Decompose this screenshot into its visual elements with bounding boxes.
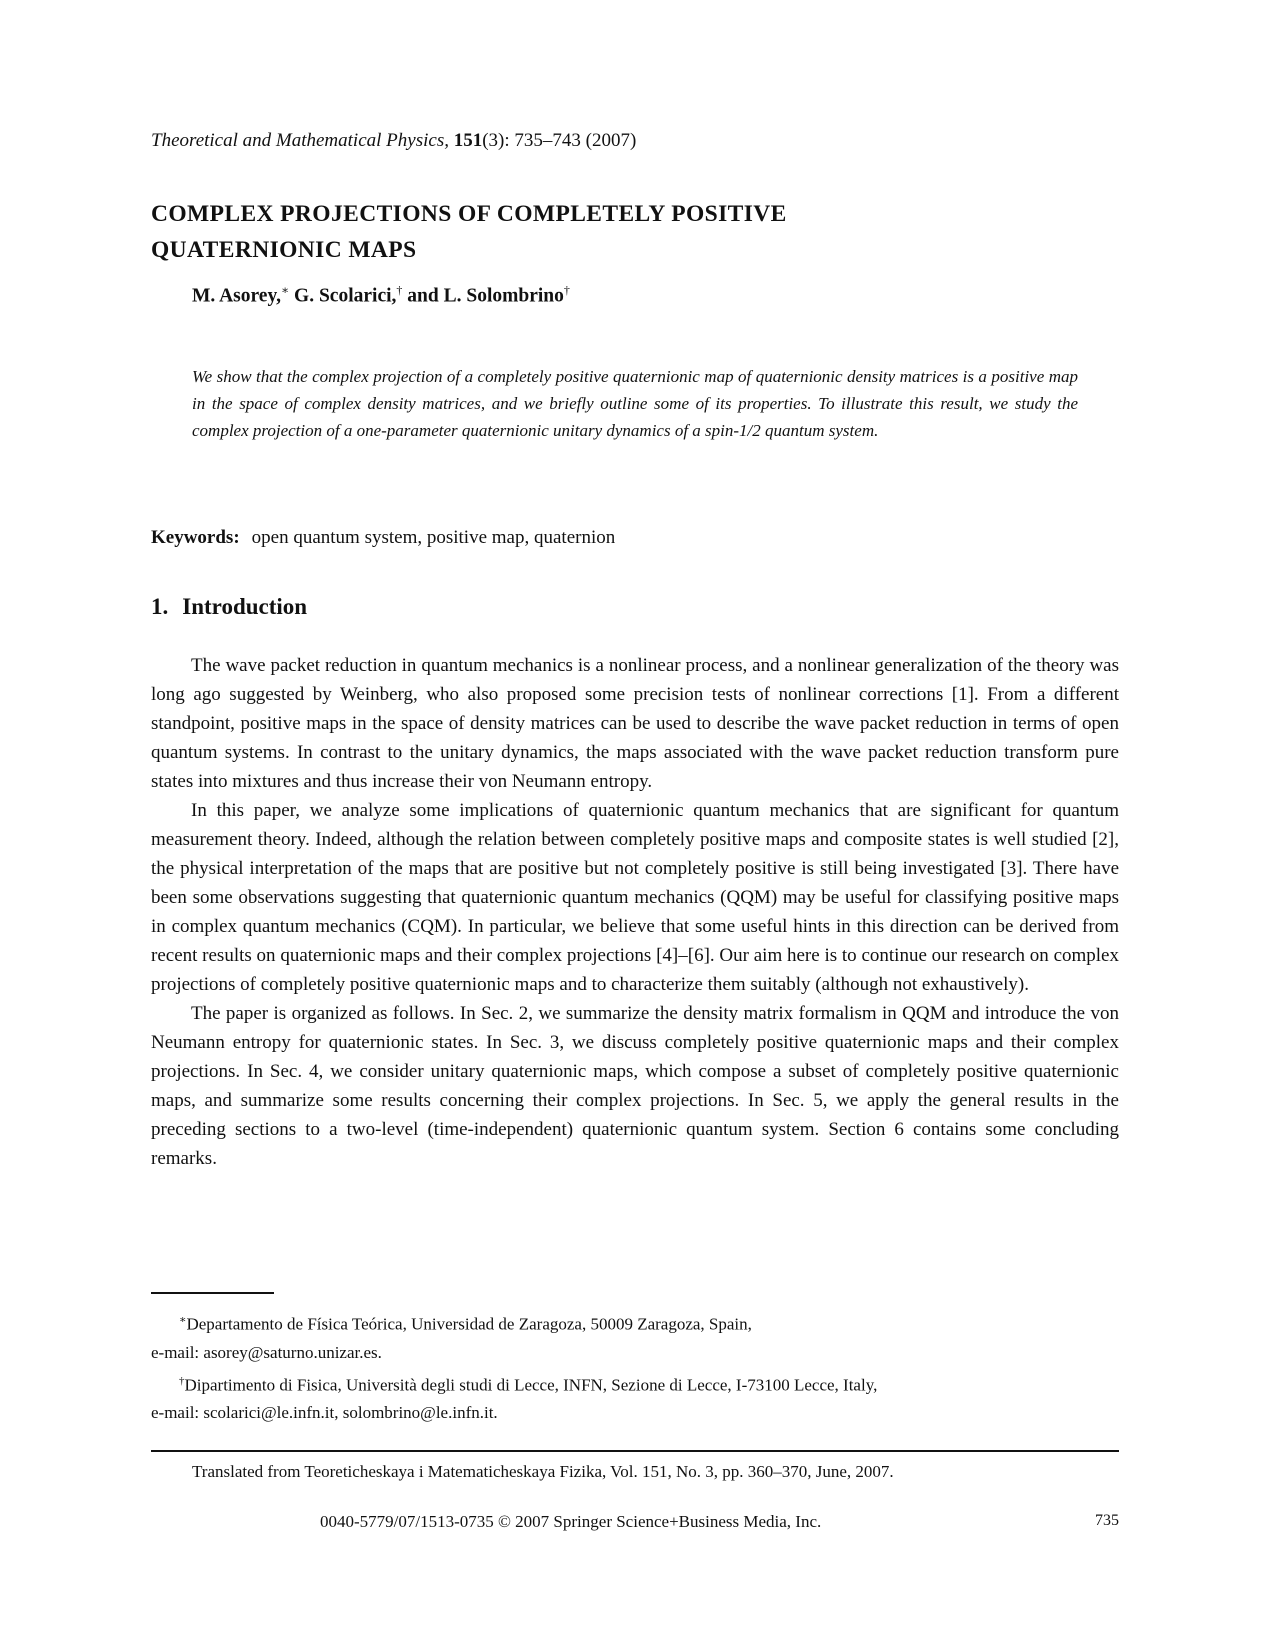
section-heading	[151, 594, 307, 620]
section-number: 1.	[151, 594, 169, 619]
paragraph: In this paper, we analyze some implications of quaternionic quantum mechanics that are significant for quantum measurement theory. Indeed, although the relation between completely positive maps and composite states is well studied [2], the physical interpretation of the maps that are positive but not completely positive is still being investigated [3]. There have been some observations suggesting that quaternionic quantum mechanics (QQM) may be useful for classifying positive maps in complex quantum mechanics (CQM). In particular, we believe that some useful hints in this direction can be derived from recent results on quaternionic maps and their complex projections [4]–[6]. Our aim here is to continue our research on complex projections of completely positive quaternionic maps and to characterize them suitably (although not exhaustively).	[151, 800, 1119, 995]
footnotes	[151, 1306, 1119, 1427]
title-line-2: QUATERNIONIC MAPS	[151, 237, 417, 263]
affiliation-mark-1: ∗	[281, 283, 290, 297]
affiliation-mark-3: †	[563, 283, 570, 297]
author-list	[192, 283, 570, 308]
paper-title	[151, 196, 1131, 268]
author-scolarici: G. Scolarici,	[289, 285, 397, 307]
footnote-mark: ∗	[179, 1314, 187, 1326]
keywords-value: open quantum system, positive map, quaternion	[251, 527, 616, 548]
keywords-label: Keywords:	[151, 527, 240, 548]
footnote-text: Departamento de Física Teórica, Universidad de Zaragoza, 50009 Zaragoza, Spain,	[186, 1314, 752, 1334]
affiliation-mark-2: †	[396, 283, 403, 297]
footnote-text: Dipartimento di Fisica, Università degli studi di Lecce, INFN, Sezione di Lecce, I-73100 Lecce, Italy,	[184, 1375, 878, 1395]
keywords	[151, 527, 615, 549]
section-body	[151, 651, 1119, 1173]
footnote	[151, 1367, 1119, 1400]
journal-name: Theoretical and Mathematical Physics,	[151, 130, 449, 151]
journal-volume: 151	[453, 130, 483, 151]
journal-pages: : 735–743 (2007)	[504, 130, 637, 151]
title-line-1: COMPLEX PROJECTIONS OF COMPLETELY POSITIVE	[151, 201, 787, 227]
copyright-line: 0040-5779/07/1513-0735 © 2007 Springer Science+Business Media, Inc.	[320, 1512, 822, 1531]
footer-divider	[151, 1450, 1119, 1452]
footnote-email: e-mail: scolarici@le.infn.it, solombrino@le.infn.it.	[151, 1403, 498, 1423]
author-asorey: M. Asorey,	[192, 285, 282, 307]
footnote-divider	[151, 1292, 274, 1294]
paragraph: The paper is organized as follows. In Sec. 2, we summarize the density matrix formalism in QQM and introduce the von Neumann entropy for quaternionic states. In Sec. 3, we discuss completely positive quaternionic maps and their complex projections. In Sec. 4, we consider unitary quaternionic maps, which compose a subset of completely positive quaternionic maps, and summarize some results concerning their complex projections. In Sec. 5, we apply the general results in the preceding sections to a two-level (time-independent) quaternionic quantum system. Section 6 contains some concluding remarks.	[151, 1003, 1119, 1169]
paragraph: The wave packet reduction in quantum mechanics is a nonlinear process, and a nonlinear generalization of the theory was long ago suggested by Weinberg, who also proposed some precision tests of nonlinear corrections [1]. From a different standpoint, positive maps in the space of density matrices can be used to describe the wave packet reduction in terms of open quantum systems. In contrast to the unitary dynamics, the maps associated with the wave packet reduction transform pure states into mixtures and thus increase their von Neumann entropy.	[151, 655, 1119, 792]
journal-citation	[151, 130, 636, 152]
abstract: We show that the complex projection of a completely positive quaternionic map of quaternionic density matrices is a positive map in the space of complex density matrices, and we briefly outline some of its properties. To illustrate this result, we study the complex projection of a one-parameter quaternionic unitary dynamics of a spin-1/2 quantum system.	[192, 367, 1078, 440]
author-solombrino: and L. Solombrino	[402, 285, 564, 307]
footnote-email: e-mail: asorey@saturno.unizar.es.	[151, 1342, 382, 1362]
page-number: 735	[1095, 1512, 1119, 1529]
journal-issue: (3)	[482, 130, 505, 151]
section-title: Introduction	[182, 594, 308, 619]
footnote	[151, 1306, 1119, 1339]
footnote-mark: †	[179, 1374, 185, 1387]
translation-note: Translated from Teoreticheskaya i Matematicheskaya Fizika, Vol. 151, No. 3, pp. 360–370, June, 2007.	[192, 1462, 894, 1481]
